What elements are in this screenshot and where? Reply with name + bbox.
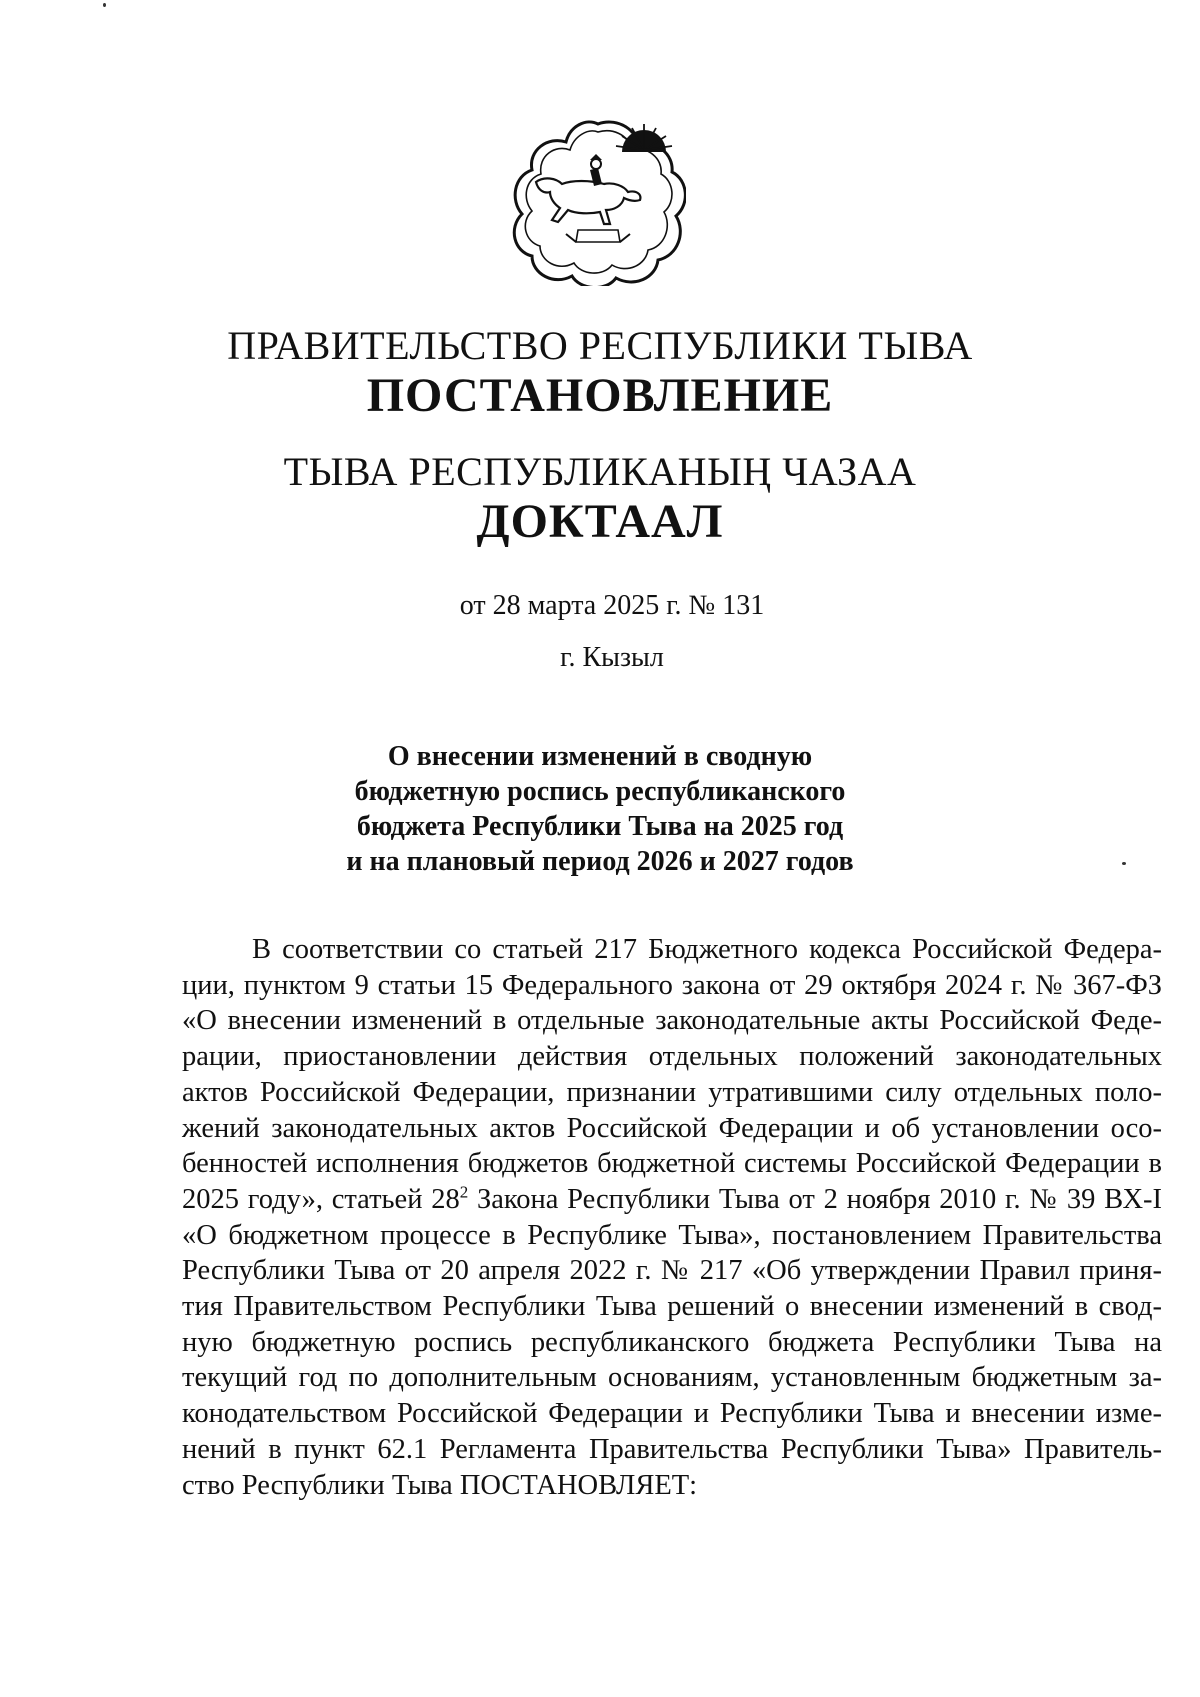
decree-title-line: и на плановый период 2026 и 2027 годов (346, 846, 854, 877)
article-superscript: 2 (459, 1182, 469, 1202)
body-line: Республики Тыва от 20 апреля 2022 г. № 217 «Об утверждении Правил приня- (182, 1255, 1162, 1287)
body-line: текущий год по дополнительным основаниям, установленным бюджетным за- (182, 1362, 1162, 1394)
tuva-coat-of-arms-icon (510, 110, 686, 286)
body-line-part: 2025 году», статьей 28 (182, 1183, 460, 1215)
body-line-with-superscript (182, 1182, 1162, 1218)
body-line: жений законодательных актов Российской Федерации и об установлении осо- (182, 1112, 1162, 1144)
decree-title-line: О внесении изменений в сводную (387, 741, 813, 772)
decree-body-paragraph (182, 932, 1162, 1503)
decree-title-line: бюджетную роспись республиканского (354, 776, 846, 807)
decree-title (300, 739, 900, 879)
body-line: бенностей исполнения бюджетов бюджетной системы Российской Федерации в (182, 1148, 1162, 1180)
body-line: ство Республики Тыва ПОСТАНОВЛЯЕТ: (182, 1469, 698, 1501)
body-line: ции, пунктом 9 статьи 15 Федерального закона от 29 октября 2024 г. № 367-ФЗ (182, 969, 1162, 1001)
body-line: нений в пункт 62.1 Регламента Правительства Республики Тыва» Правитель- (182, 1433, 1162, 1465)
government-title-ru: ПРАВИТЕЛЬСТВО РЕСПУБЛИКИ ТЫВА (227, 323, 973, 368)
body-line: «О бюджетном процессе в Республике Тыва», постановлением Правительства (182, 1219, 1162, 1251)
body-line: рации, приостановлении действия отдельных положений законодательных (182, 1041, 1162, 1073)
body-line: В соответствии со статьей 217 Бюджетного кодекса Российской Федера- (252, 934, 1162, 965)
body-line-part: Закона Республики Тыва от 2 ноября 2010 г. № 39 ВХ-I (476, 1183, 1163, 1215)
body-line: конодательством Российской Федерации и Республики Тыва и внесении изме- (182, 1398, 1162, 1430)
body-line: «О внесении изменений в отдельные законодательные акты Российской Феде- (182, 1005, 1162, 1037)
government-title-tyv: ТЫВА РЕСПУБЛИКАНЫҢ ЧАЗАА (283, 449, 917, 494)
body-line: тия Правительством Республики Тыва решений о внесении изменений в свод- (182, 1291, 1162, 1323)
body-line: актов Российской Федерации, признании утратившими силу отдельных поло- (182, 1076, 1162, 1108)
decree-title-line: бюджета Республики Тыва на 2025 год (356, 811, 844, 842)
decree-place: г. Кызыл (560, 642, 664, 673)
scan-speck (1122, 862, 1126, 865)
scan-speck (103, 3, 106, 7)
body-line: ную бюджетную роспись республиканского бюджета Республики Тыва на (182, 1326, 1162, 1358)
decree-date-number: от 28 марта 2025 г. № 131 (459, 590, 765, 621)
decree-heading-tyv: ДОКТААЛ (476, 495, 724, 548)
decree-heading-ru: ПОСТАНОВЛЕНИЕ (366, 369, 834, 422)
